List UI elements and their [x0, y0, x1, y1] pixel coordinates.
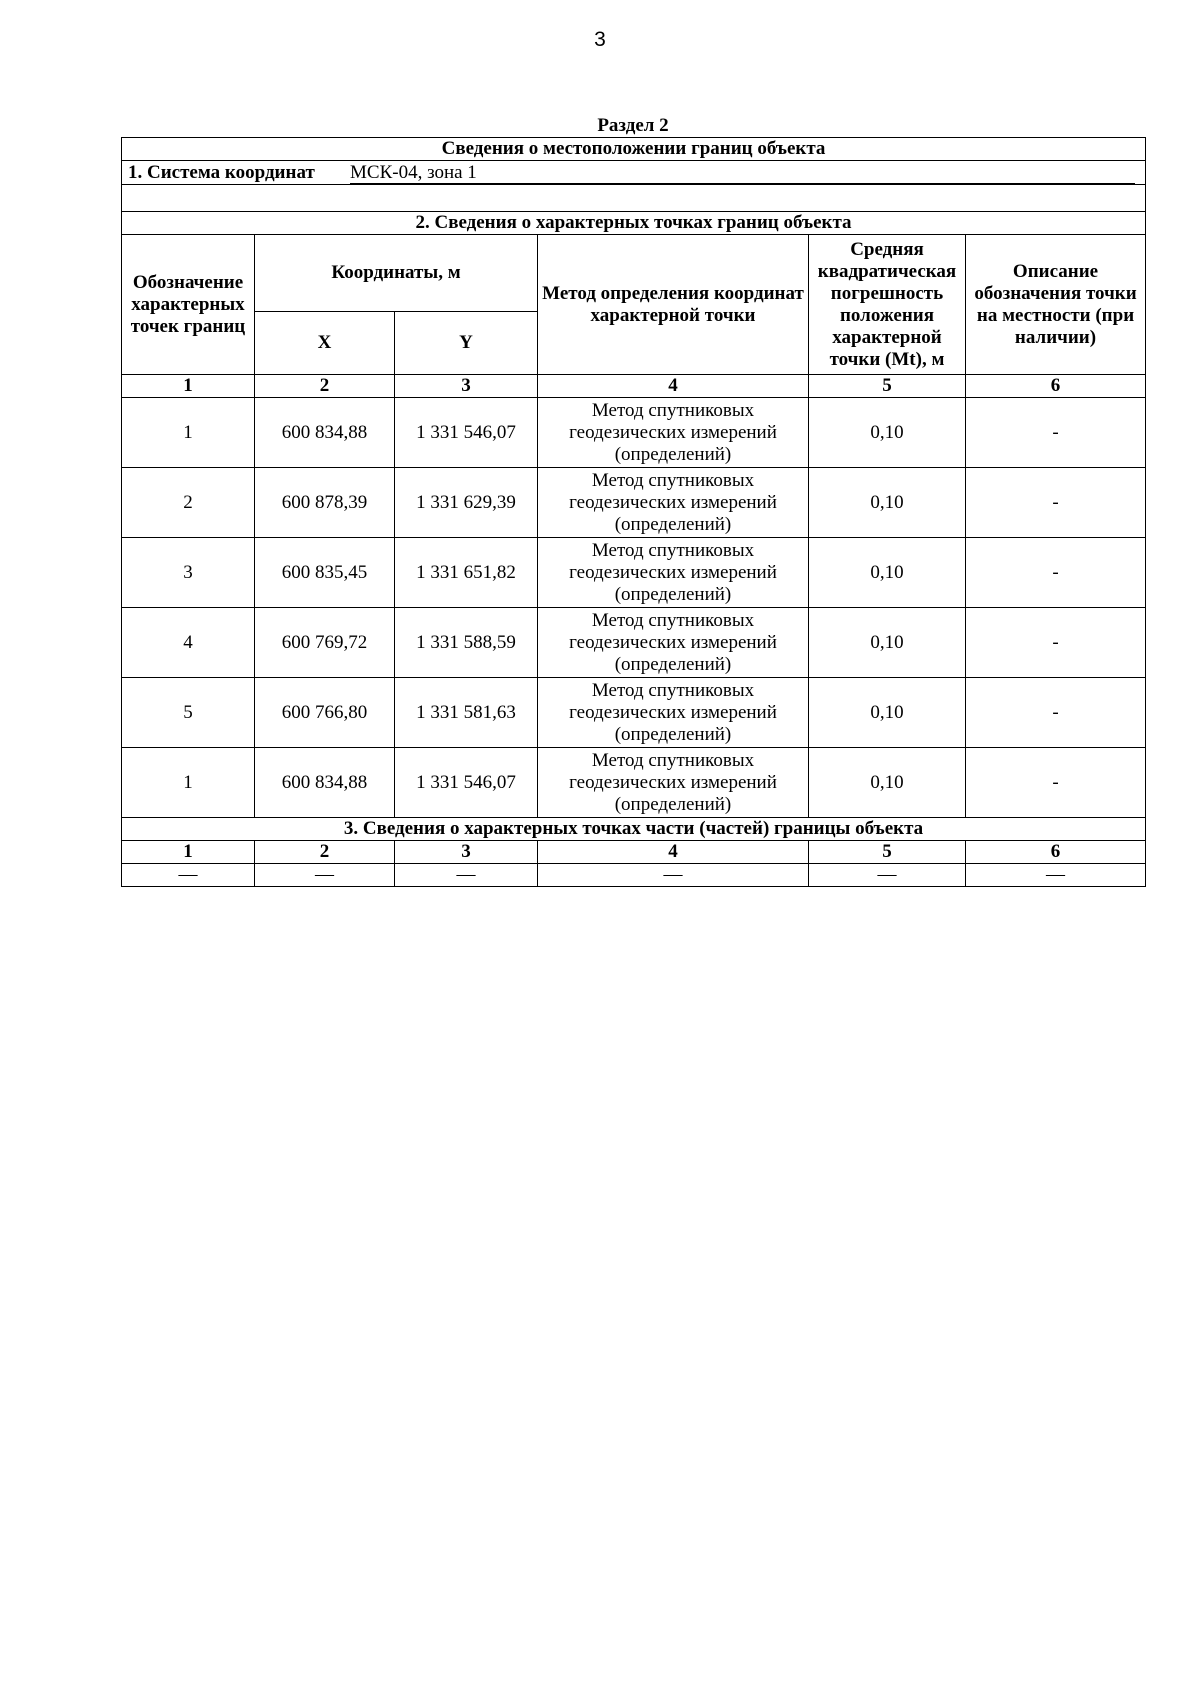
cell-point: 1: [122, 398, 255, 468]
cell-x: 600 834,88: [255, 748, 395, 818]
cell-x: 600 835,45: [255, 538, 395, 608]
cell-error: 0,10: [809, 398, 966, 468]
header-coordinates: Координаты, м: [255, 235, 538, 312]
table-row: [122, 398, 1146, 468]
parts-column-number: 3: [395, 841, 538, 864]
cell-point: 4: [122, 608, 255, 678]
page-number: 3: [594, 28, 606, 51]
column-number: 4: [538, 375, 809, 398]
header-x: X: [255, 312, 395, 375]
table-row: [122, 748, 1146, 818]
cell-error: 0,10: [809, 748, 966, 818]
cell-description: -: [966, 608, 1146, 678]
blank-row: [122, 185, 1146, 212]
parts-row: [122, 864, 1146, 887]
cell-point: 3: [122, 538, 255, 608]
cell-y: 1 331 629,39: [395, 468, 538, 538]
section-title: Раздел 2: [597, 115, 669, 136]
column-number: 5: [809, 375, 966, 398]
cell-x: 600 769,72: [255, 608, 395, 678]
cell-description: -: [966, 398, 1146, 468]
table-row: [122, 608, 1146, 678]
table-row: [122, 468, 1146, 538]
cell-y: 1 331 581,63: [395, 678, 538, 748]
cell-description: -: [966, 678, 1146, 748]
cell-error: 0,10: [809, 538, 966, 608]
parts-column-number: 2: [255, 841, 395, 864]
cell-error: 0,10: [809, 678, 966, 748]
parts-cell: —: [538, 864, 809, 887]
cell-x: 600 766,80: [255, 678, 395, 748]
cell-method: Метод спутниковых геодезических измерений (определений): [538, 678, 809, 748]
parts-cell: —: [255, 864, 395, 887]
parts-column-number: 5: [809, 841, 966, 864]
cell-y: 1 331 651,82: [395, 538, 538, 608]
cell-point: 1: [122, 748, 255, 818]
cell-x: 600 878,39: [255, 468, 395, 538]
coord-system-label: 1. Система координат: [128, 161, 315, 183]
parts-column-number: 1: [122, 841, 255, 864]
cell-x: 600 834,88: [255, 398, 395, 468]
parts-column-number: 6: [966, 841, 1146, 864]
cell-y: 1 331 588,59: [395, 608, 538, 678]
coord-system-value: МСК-04, зона 1: [350, 163, 1135, 184]
header-point: Обозначение характерных точек границ: [122, 235, 255, 375]
cell-point: 5: [122, 678, 255, 748]
header-description: Описание обозначения точки на местности (при наличии): [966, 235, 1146, 375]
points-section-title: 2. Сведения о характерных точках границ объекта: [122, 212, 1146, 235]
parts-column-number: 4: [538, 841, 809, 864]
cell-method: Метод спутниковых геодезических измерений (определений): [538, 398, 809, 468]
parts-cell: —: [395, 864, 538, 887]
table-row: [122, 538, 1146, 608]
cell-method: Метод спутниковых геодезических измерений (определений): [538, 468, 809, 538]
cell-description: -: [966, 538, 1146, 608]
cell-y: 1 331 546,07: [395, 748, 538, 818]
header-error: Средняя квадратическая погрешность положения характерной точки (Mt), м: [809, 235, 966, 375]
table-row: [122, 678, 1146, 748]
header-y: Y: [395, 312, 538, 375]
cell-method: Метод спутниковых геодезических измерений (определений): [538, 538, 809, 608]
cell-point: 2: [122, 468, 255, 538]
cell-error: 0,10: [809, 468, 966, 538]
cell-y: 1 331 546,07: [395, 398, 538, 468]
column-number: 2: [255, 375, 395, 398]
boundary-table: [121, 137, 1146, 887]
parts-section-title: 3. Сведения о характерных точках части (частей) границы объекта: [122, 818, 1146, 841]
column-number: 3: [395, 375, 538, 398]
cell-method: Метод спутниковых геодезических измерений (определений): [538, 608, 809, 678]
cell-method: Метод спутниковых геодезических измерений (определений): [538, 748, 809, 818]
table-title: Сведения о местоположении границ объекта: [122, 138, 1146, 161]
column-number: 1: [122, 375, 255, 398]
parts-cell: —: [809, 864, 966, 887]
cell-error: 0,10: [809, 608, 966, 678]
header-method: Метод определения координат характерной точки: [538, 235, 809, 375]
parts-cell: —: [122, 864, 255, 887]
column-number: 6: [966, 375, 1146, 398]
coord-system-row: [122, 161, 1146, 185]
parts-cell: —: [966, 864, 1146, 887]
cell-description: -: [966, 748, 1146, 818]
cell-description: -: [966, 468, 1146, 538]
